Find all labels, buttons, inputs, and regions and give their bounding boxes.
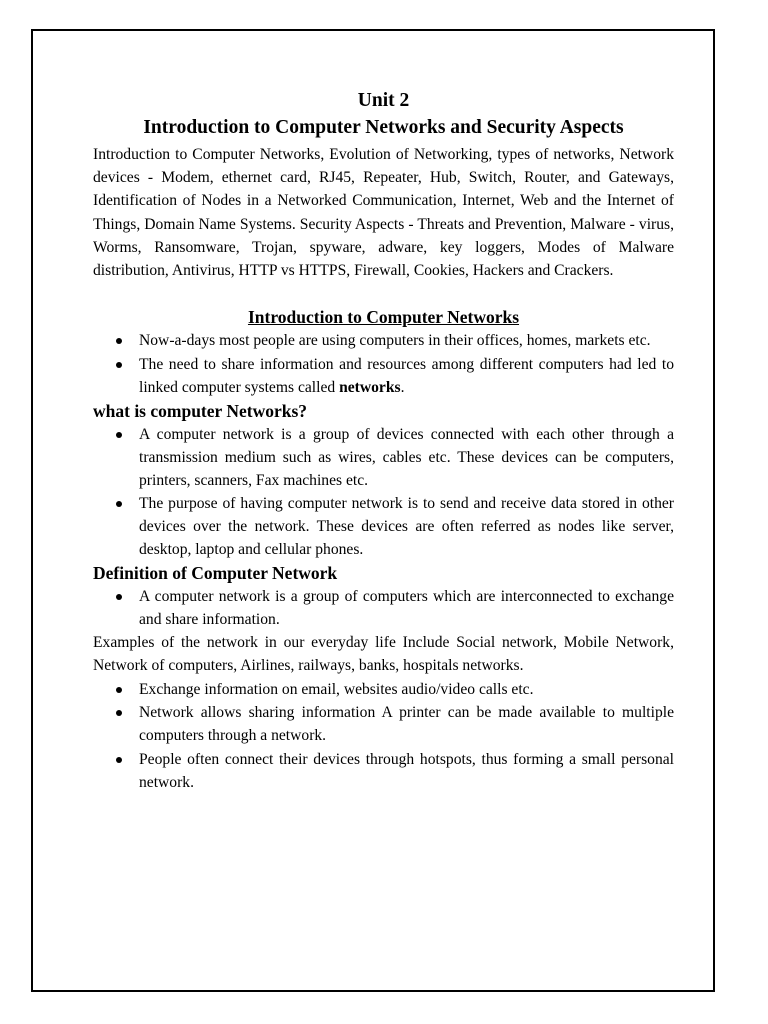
list-item	[93, 748, 674, 794]
list-item	[93, 329, 674, 352]
bullet-icon	[116, 757, 122, 763]
document-content	[93, 88, 674, 794]
definition-bullet-list	[93, 585, 674, 631]
intro-section-title: Introduction to Computer Networks	[247, 307, 520, 328]
bullet-icon	[116, 501, 122, 507]
list-item	[93, 423, 674, 492]
list-item-text: A computer network is a group of devices connected with each other through a transmission medium such as wires, cables etc. These devices can be computers, printers, scanners, Fax machines etc.	[139, 425, 674, 489]
bullet-icon	[116, 710, 122, 716]
bullet-icon	[116, 687, 122, 693]
bullet-icon	[116, 338, 122, 344]
examples-bullet-list	[93, 678, 674, 794]
list-item-text: Exchange information on email, websites audio/video calls etc.	[139, 680, 534, 698]
list-item-text-end: .	[400, 378, 405, 396]
list-item-text: People often connect their devices through hotspots, thus forming a small personal network.	[139, 750, 674, 791]
document-title: Introduction to Computer Networks and Security Aspects	[143, 117, 624, 138]
list-item-text: Now-a-days most people are using computers in their offices, homes, markets etc.	[139, 332, 651, 350]
examples-paragraph: Examples of the network in our everyday life Include Social network, Mobile Network, Network of computers, Airlines, railways, banks, hospitals networks.	[93, 634, 674, 675]
list-item-text: Network allows sharing information A printer can be made available to multiple computers through a network.	[139, 704, 674, 745]
bullet-icon	[116, 432, 122, 438]
definition-heading: Definition of Computer Network	[93, 563, 338, 584]
intro-bullet-list	[93, 329, 674, 399]
networks-bold-term: networks	[339, 378, 401, 396]
list-item-text: The need to share information and resources among different computers had led to linked computer systems called	[139, 355, 674, 396]
list-item	[93, 585, 674, 631]
list-item	[93, 353, 674, 399]
what-bullet-list	[93, 423, 674, 562]
list-item	[93, 492, 674, 561]
syllabus-paragraph: Introduction to Computer Networks, Evolution of Networking, types of networks, Network devices - Modem, ethernet card, RJ45, Repeater, Hub, Switch, Router, and Gateways, Identification of Nodes in a Networked Communication, Internet, Web and the Internet of Things, Domain Name Systems. Security Aspects - Threats and Prevention, Malware - virus, Worms, Ransomware, Trojan, spyware, adware, key loggers, Modes of Malware distribution, Antivirus, HTTP vs HTTPS, Firewall, Cookies, Hackers and Crackers.	[93, 146, 674, 280]
unit-title: Unit 2	[357, 90, 410, 111]
bullet-icon	[116, 594, 122, 600]
list-item-text: The purpose of having computer network is to send and receive data stored in other devices over the network. These devices are often referred as nodes like server, desktop, laptop and cellular phones.	[139, 495, 674, 559]
list-item	[93, 678, 674, 701]
what-is-network-heading: what is computer Networks?	[93, 400, 308, 421]
list-item	[93, 701, 674, 747]
bullet-icon	[116, 362, 122, 368]
list-item-text: A computer network is a group of computers which are interconnected to exchange and share information.	[139, 588, 674, 629]
